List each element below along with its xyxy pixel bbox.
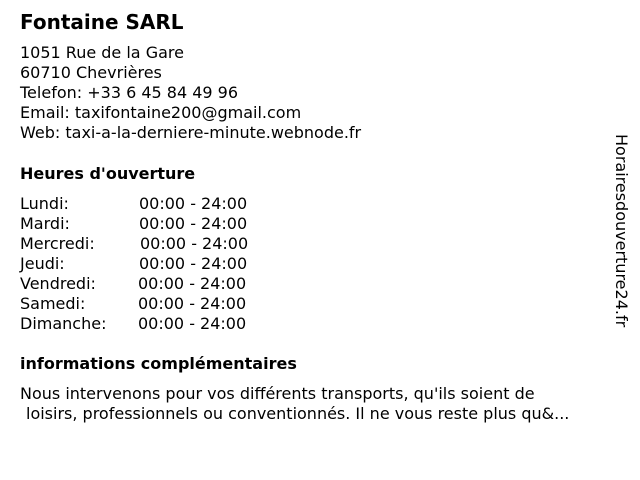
hours-row	[20, 194, 280, 214]
day-label: Samedi:	[20, 294, 86, 313]
day-label: Jeudi:	[20, 254, 65, 273]
day-label: Lundi:	[20, 194, 69, 213]
hours-row	[20, 314, 280, 334]
opening-hours-table	[20, 194, 280, 334]
time-range: 00:00 - 24:00	[138, 274, 247, 293]
day-label: Vendredi:	[20, 274, 96, 293]
day-label: Mercredi:	[20, 234, 95, 253]
hours-row	[20, 294, 280, 314]
hours-row	[20, 254, 280, 274]
opening-hours-heading: Heures d'ouverture	[20, 164, 196, 183]
time-range: 00:00 - 24:00	[138, 314, 247, 333]
time-range: 00:00 - 24:00	[139, 254, 248, 273]
website-line: Web: taxi-a-la-derniere-minute.webnode.fr	[20, 123, 362, 142]
day-label: Dimanche:	[20, 314, 107, 333]
info-line: Nous intervenons pour vos différents transports, qu'ils soient de	[20, 384, 535, 403]
additional-info-text	[20, 384, 625, 424]
site-watermark: Horairesdouverture24.fr	[612, 134, 631, 328]
hours-row	[20, 214, 280, 234]
info-line: loisirs, professionnels ou conventionnés. Il ne vous reste plus qu&...	[26, 404, 570, 423]
time-range: 00:00 - 24:00	[139, 214, 248, 233]
city-address: 60710 Chevrières	[20, 63, 162, 82]
hours-row	[20, 274, 280, 294]
hours-row	[20, 234, 280, 254]
additional-info-heading: informations complémentaires	[20, 354, 297, 373]
phone-line: Telefon: +33 6 45 84 49 96	[20, 83, 239, 102]
time-range: 00:00 - 24:00	[139, 194, 248, 213]
street-address: 1051 Rue de la Gare	[20, 43, 184, 62]
time-range: 00:00 - 24:00	[140, 234, 249, 253]
business-name: Fontaine SARL	[20, 10, 184, 34]
address-block	[20, 43, 361, 143]
time-range: 00:00 - 24:00	[138, 294, 247, 313]
email-line: Email: taxifontaine200@gmail.com	[20, 103, 302, 122]
day-label: Mardi:	[20, 214, 70, 233]
